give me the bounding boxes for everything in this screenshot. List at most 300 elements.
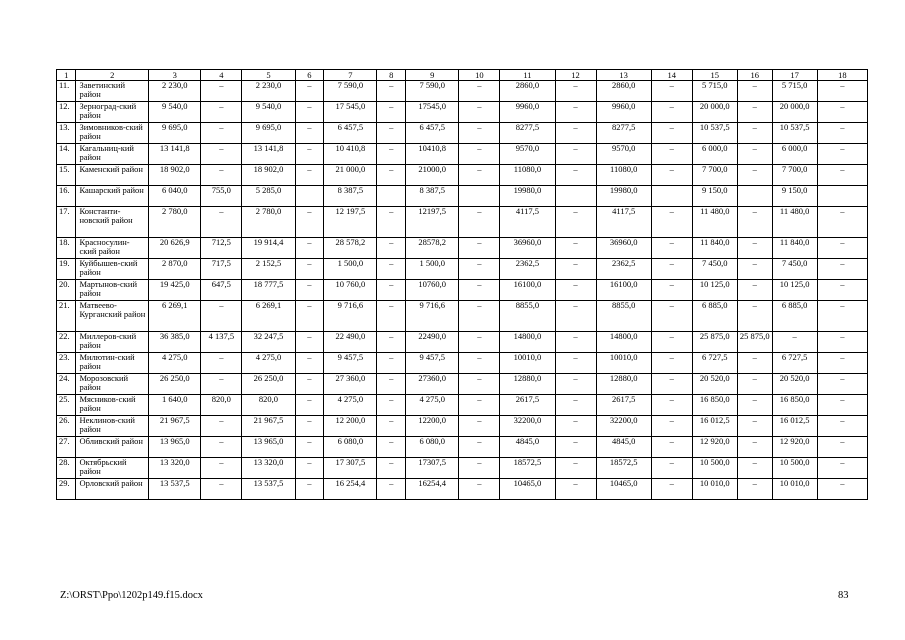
value-cell: 820,0 bbox=[242, 395, 295, 416]
value-cell: 32 247,5 bbox=[242, 332, 295, 353]
value-cell: – bbox=[295, 301, 324, 332]
value-cell: – bbox=[295, 395, 324, 416]
value-cell: – bbox=[295, 102, 324, 123]
value-cell: 6 457,5 bbox=[406, 123, 459, 144]
value-cell: – bbox=[817, 238, 867, 259]
value-cell: – bbox=[555, 123, 596, 144]
value-cell: 6 000,0 bbox=[692, 144, 737, 165]
value-cell: 12880,0 bbox=[596, 374, 651, 395]
value-cell: 10 537,5 bbox=[772, 123, 817, 144]
value-cell: – bbox=[459, 207, 500, 238]
district-name: Обливский район bbox=[76, 437, 149, 458]
district-name: Неклинов-ский район bbox=[76, 416, 149, 437]
value-cell: 7 590,0 bbox=[406, 81, 459, 102]
value-cell: – bbox=[377, 238, 406, 259]
value-cell: – bbox=[201, 165, 242, 186]
value-cell: – bbox=[201, 144, 242, 165]
value-cell: – bbox=[651, 458, 692, 479]
value-cell: 9570,0 bbox=[596, 144, 651, 165]
value-cell: – bbox=[737, 458, 772, 479]
value-cell: 36 385,0 bbox=[149, 332, 201, 353]
value-cell: – bbox=[817, 458, 867, 479]
table-row bbox=[57, 479, 868, 500]
value-cell: – bbox=[377, 437, 406, 458]
value-cell: – bbox=[201, 437, 242, 458]
value-cell: – bbox=[651, 238, 692, 259]
value-cell: – bbox=[772, 332, 817, 353]
row-number: 16. bbox=[57, 186, 76, 207]
value-cell: – bbox=[817, 259, 867, 280]
value-cell bbox=[377, 186, 406, 207]
value-cell: 12197,5 bbox=[406, 207, 459, 238]
value-cell: 9960,0 bbox=[500, 102, 555, 123]
value-cell: – bbox=[377, 102, 406, 123]
table-row bbox=[57, 186, 868, 207]
column-header: 4 bbox=[201, 70, 242, 81]
value-cell: – bbox=[295, 437, 324, 458]
value-cell: – bbox=[817, 102, 867, 123]
value-cell: 11080,0 bbox=[596, 165, 651, 186]
value-cell: 11 840,0 bbox=[772, 238, 817, 259]
column-header: 3 bbox=[149, 70, 201, 81]
value-cell: – bbox=[377, 259, 406, 280]
value-cell: – bbox=[737, 259, 772, 280]
district-name: Зимовников-ский район bbox=[76, 123, 149, 144]
value-cell: 10760,0 bbox=[406, 280, 459, 301]
value-cell: – bbox=[201, 81, 242, 102]
value-cell: 12200,0 bbox=[406, 416, 459, 437]
value-cell: – bbox=[737, 81, 772, 102]
district-name: Каменский район bbox=[76, 165, 149, 186]
value-cell: 820,0 bbox=[201, 395, 242, 416]
value-cell: – bbox=[201, 479, 242, 500]
value-cell: 12 200,0 bbox=[324, 416, 377, 437]
value-cell: 17307,5 bbox=[406, 458, 459, 479]
value-cell: – bbox=[737, 416, 772, 437]
value-cell: 2362,5 bbox=[596, 259, 651, 280]
value-cell: 5 285,0 bbox=[242, 186, 295, 207]
value-cell: 8855,0 bbox=[500, 301, 555, 332]
value-cell: 13 965,0 bbox=[149, 437, 201, 458]
value-cell: – bbox=[295, 207, 324, 238]
value-cell: 16 012,5 bbox=[772, 416, 817, 437]
value-cell: 36960,0 bbox=[596, 238, 651, 259]
value-cell: – bbox=[459, 165, 500, 186]
value-cell: – bbox=[295, 123, 324, 144]
value-cell: – bbox=[459, 238, 500, 259]
value-cell: 9 150,0 bbox=[772, 186, 817, 207]
value-cell: 25 875,0 bbox=[737, 332, 772, 353]
value-cell: 26 250,0 bbox=[149, 374, 201, 395]
value-cell: 2860,0 bbox=[500, 81, 555, 102]
value-cell: 20 626,9 bbox=[149, 238, 201, 259]
column-header: 5 bbox=[242, 70, 295, 81]
value-cell: 26 250,0 bbox=[242, 374, 295, 395]
table-row bbox=[57, 207, 868, 238]
value-cell: – bbox=[295, 238, 324, 259]
value-cell: 10 500,0 bbox=[772, 458, 817, 479]
table-row bbox=[57, 259, 868, 280]
value-cell: 11 840,0 bbox=[692, 238, 737, 259]
value-cell: – bbox=[201, 458, 242, 479]
value-cell: 5 715,0 bbox=[692, 81, 737, 102]
value-cell: 6 080,0 bbox=[324, 437, 377, 458]
district-name: Октябрьский район bbox=[76, 458, 149, 479]
value-cell: – bbox=[459, 259, 500, 280]
district-name: Зерноград-ский район bbox=[76, 102, 149, 123]
value-cell: – bbox=[459, 144, 500, 165]
value-cell: 2617,5 bbox=[500, 395, 555, 416]
column-header: 18 bbox=[817, 70, 867, 81]
value-cell: 22490,0 bbox=[406, 332, 459, 353]
value-cell: 11080,0 bbox=[500, 165, 555, 186]
value-cell: 6 080,0 bbox=[406, 437, 459, 458]
value-cell: – bbox=[651, 437, 692, 458]
column-header: 12 bbox=[555, 70, 596, 81]
value-cell: – bbox=[295, 259, 324, 280]
district-name: Матвеево-Курганский район bbox=[76, 301, 149, 332]
value-cell: 19980,0 bbox=[500, 186, 555, 207]
column-header: 9 bbox=[406, 70, 459, 81]
row-number: 23. bbox=[57, 353, 76, 374]
value-cell bbox=[737, 186, 772, 207]
value-cell: – bbox=[459, 374, 500, 395]
value-cell: 4845,0 bbox=[596, 437, 651, 458]
value-cell bbox=[295, 186, 324, 207]
value-cell: 27 360,0 bbox=[324, 374, 377, 395]
value-cell: 20 000,0 bbox=[772, 102, 817, 123]
value-cell: 9 716,6 bbox=[324, 301, 377, 332]
value-cell: – bbox=[737, 374, 772, 395]
value-cell: – bbox=[555, 259, 596, 280]
value-cell: 22 490,0 bbox=[324, 332, 377, 353]
value-cell: 20 520,0 bbox=[772, 374, 817, 395]
value-cell: – bbox=[377, 280, 406, 301]
value-cell: 9570,0 bbox=[500, 144, 555, 165]
column-header: 6 bbox=[295, 70, 324, 81]
value-cell: – bbox=[201, 374, 242, 395]
value-cell: – bbox=[737, 238, 772, 259]
value-cell: 21 000,0 bbox=[324, 165, 377, 186]
value-cell: – bbox=[295, 81, 324, 102]
table-row bbox=[57, 81, 868, 102]
value-cell: – bbox=[737, 102, 772, 123]
value-cell: – bbox=[817, 416, 867, 437]
value-cell: – bbox=[459, 123, 500, 144]
value-cell: – bbox=[651, 280, 692, 301]
value-cell: 28 578,2 bbox=[324, 238, 377, 259]
value-cell: – bbox=[817, 353, 867, 374]
value-cell: 6 269,1 bbox=[149, 301, 201, 332]
value-cell: 17 545,0 bbox=[324, 102, 377, 123]
table-row bbox=[57, 374, 868, 395]
value-cell: – bbox=[459, 301, 500, 332]
value-cell: – bbox=[377, 207, 406, 238]
value-cell: 11 480,0 bbox=[772, 207, 817, 238]
value-cell: – bbox=[555, 395, 596, 416]
column-header: 1 bbox=[57, 70, 76, 81]
district-name: Мартынов-ский район bbox=[76, 280, 149, 301]
value-cell: 13 320,0 bbox=[242, 458, 295, 479]
value-cell: 18 902,0 bbox=[149, 165, 201, 186]
value-cell: 9 150,0 bbox=[692, 186, 737, 207]
value-cell: 16 850,0 bbox=[692, 395, 737, 416]
value-cell: – bbox=[555, 416, 596, 437]
value-cell: – bbox=[817, 332, 867, 353]
value-cell: 18572,5 bbox=[596, 458, 651, 479]
value-cell: 12 920,0 bbox=[692, 437, 737, 458]
value-cell: – bbox=[201, 353, 242, 374]
value-cell: – bbox=[459, 332, 500, 353]
value-cell: 16100,0 bbox=[596, 280, 651, 301]
value-cell: – bbox=[651, 81, 692, 102]
value-cell: 10 125,0 bbox=[692, 280, 737, 301]
value-cell: 4 275,0 bbox=[149, 353, 201, 374]
value-cell: 13 141,8 bbox=[149, 144, 201, 165]
value-cell: 2 780,0 bbox=[149, 207, 201, 238]
row-number: 28. bbox=[57, 458, 76, 479]
row-number: 25. bbox=[57, 395, 76, 416]
value-cell: 4117,5 bbox=[596, 207, 651, 238]
row-number: 19. bbox=[57, 259, 76, 280]
district-name: Константи-новский район bbox=[76, 207, 149, 238]
value-cell: – bbox=[377, 144, 406, 165]
value-cell: 9 695,0 bbox=[149, 123, 201, 144]
value-cell: 2 152,5 bbox=[242, 259, 295, 280]
value-cell: 7 450,0 bbox=[692, 259, 737, 280]
table-row bbox=[57, 144, 868, 165]
row-number: 17. bbox=[57, 207, 76, 238]
table-row bbox=[57, 301, 868, 332]
value-cell: – bbox=[737, 280, 772, 301]
value-cell: 2 230,0 bbox=[149, 81, 201, 102]
value-cell: – bbox=[651, 479, 692, 500]
value-cell: 10410,8 bbox=[406, 144, 459, 165]
value-cell: 17545,0 bbox=[406, 102, 459, 123]
value-cell: – bbox=[817, 479, 867, 500]
table-row bbox=[57, 437, 868, 458]
value-cell: – bbox=[555, 301, 596, 332]
value-cell: – bbox=[651, 144, 692, 165]
value-cell: – bbox=[201, 207, 242, 238]
value-cell: 18572,5 bbox=[500, 458, 555, 479]
value-cell: – bbox=[737, 301, 772, 332]
value-cell: 8277,5 bbox=[500, 123, 555, 144]
table-row bbox=[57, 280, 868, 301]
value-cell: 7 700,0 bbox=[772, 165, 817, 186]
value-cell: 8855,0 bbox=[596, 301, 651, 332]
column-header: 14 bbox=[651, 70, 692, 81]
column-header: 15 bbox=[692, 70, 737, 81]
district-name: Красносулин-ский район bbox=[76, 238, 149, 259]
value-cell: 18 902,0 bbox=[242, 165, 295, 186]
value-cell: – bbox=[555, 458, 596, 479]
value-cell: 10 410,8 bbox=[324, 144, 377, 165]
value-cell bbox=[817, 186, 867, 207]
data-table bbox=[56, 69, 868, 500]
value-cell: 6 000,0 bbox=[772, 144, 817, 165]
value-cell: – bbox=[459, 479, 500, 500]
header-row bbox=[57, 70, 868, 81]
table-row bbox=[57, 416, 868, 437]
value-cell: – bbox=[651, 207, 692, 238]
value-cell: – bbox=[651, 165, 692, 186]
value-cell: – bbox=[651, 102, 692, 123]
value-cell: 27360,0 bbox=[406, 374, 459, 395]
value-cell: 18 777,5 bbox=[242, 280, 295, 301]
value-cell: – bbox=[817, 437, 867, 458]
row-number: 27. bbox=[57, 437, 76, 458]
value-cell: 20 520,0 bbox=[692, 374, 737, 395]
value-cell: 36960,0 bbox=[500, 238, 555, 259]
column-header: 7 bbox=[324, 70, 377, 81]
row-number: 15. bbox=[57, 165, 76, 186]
value-cell: – bbox=[295, 280, 324, 301]
value-cell: – bbox=[817, 280, 867, 301]
value-cell: – bbox=[651, 259, 692, 280]
value-cell: 2362,5 bbox=[500, 259, 555, 280]
value-cell: 21000,0 bbox=[406, 165, 459, 186]
value-cell: – bbox=[737, 479, 772, 500]
table-row bbox=[57, 395, 868, 416]
value-cell: 2 230,0 bbox=[242, 81, 295, 102]
value-cell bbox=[459, 186, 500, 207]
value-cell: – bbox=[295, 165, 324, 186]
value-cell: 20 000,0 bbox=[692, 102, 737, 123]
value-cell: 25 875,0 bbox=[692, 332, 737, 353]
value-cell: 10465,0 bbox=[500, 479, 555, 500]
value-cell: – bbox=[737, 353, 772, 374]
value-cell: 6 040,0 bbox=[149, 186, 201, 207]
value-cell: – bbox=[295, 332, 324, 353]
value-cell: 10 010,0 bbox=[692, 479, 737, 500]
value-cell: – bbox=[817, 301, 867, 332]
value-cell: 19 425,0 bbox=[149, 280, 201, 301]
value-cell: – bbox=[555, 280, 596, 301]
value-cell: – bbox=[737, 123, 772, 144]
value-cell: 1 500,0 bbox=[324, 259, 377, 280]
value-cell: 10465,0 bbox=[596, 479, 651, 500]
value-cell: 10010,0 bbox=[596, 353, 651, 374]
value-cell: – bbox=[651, 374, 692, 395]
value-cell: 2860,0 bbox=[596, 81, 651, 102]
value-cell: – bbox=[295, 144, 324, 165]
value-cell: – bbox=[377, 353, 406, 374]
district-name: Орловский район bbox=[76, 479, 149, 500]
value-cell: 9 540,0 bbox=[242, 102, 295, 123]
value-cell: 712,5 bbox=[201, 238, 242, 259]
value-cell: 1 640,0 bbox=[149, 395, 201, 416]
row-number: 21. bbox=[57, 301, 76, 332]
value-cell: – bbox=[651, 353, 692, 374]
value-cell: – bbox=[555, 479, 596, 500]
value-cell: – bbox=[555, 81, 596, 102]
value-cell: – bbox=[817, 395, 867, 416]
value-cell: 16 254,4 bbox=[324, 479, 377, 500]
value-cell: – bbox=[377, 416, 406, 437]
value-cell: 10 125,0 bbox=[772, 280, 817, 301]
value-cell: – bbox=[201, 102, 242, 123]
value-cell: – bbox=[555, 207, 596, 238]
value-cell bbox=[651, 186, 692, 207]
page-number: 83 bbox=[838, 590, 849, 601]
value-cell: – bbox=[295, 416, 324, 437]
column-header: 10 bbox=[459, 70, 500, 81]
value-cell: – bbox=[817, 374, 867, 395]
value-cell: – bbox=[555, 353, 596, 374]
value-cell: 2 780,0 bbox=[242, 207, 295, 238]
value-cell: – bbox=[201, 301, 242, 332]
value-cell: 4 137,5 bbox=[201, 332, 242, 353]
district-name: Кашарский район bbox=[76, 186, 149, 207]
value-cell: – bbox=[651, 301, 692, 332]
value-cell: – bbox=[817, 207, 867, 238]
value-cell: 16100,0 bbox=[500, 280, 555, 301]
row-number: 12. bbox=[57, 102, 76, 123]
value-cell: – bbox=[377, 81, 406, 102]
value-cell: 6 457,5 bbox=[324, 123, 377, 144]
value-cell: 647,5 bbox=[201, 280, 242, 301]
district-name: Куйбышев-ский район bbox=[76, 259, 149, 280]
district-name: Мясников-ский район bbox=[76, 395, 149, 416]
row-number: 24. bbox=[57, 374, 76, 395]
value-cell: 10010,0 bbox=[500, 353, 555, 374]
value-cell: 28578,2 bbox=[406, 238, 459, 259]
table-row bbox=[57, 238, 868, 259]
column-header: 8 bbox=[377, 70, 406, 81]
value-cell: – bbox=[817, 81, 867, 102]
value-cell: – bbox=[737, 165, 772, 186]
value-cell: – bbox=[817, 165, 867, 186]
value-cell: – bbox=[459, 280, 500, 301]
value-cell: – bbox=[201, 416, 242, 437]
value-cell: – bbox=[651, 332, 692, 353]
value-cell: – bbox=[459, 102, 500, 123]
value-cell: 19980,0 bbox=[596, 186, 651, 207]
value-cell: 8277,5 bbox=[596, 123, 651, 144]
district-name: Морозовский район bbox=[76, 374, 149, 395]
value-cell: 13 141,8 bbox=[242, 144, 295, 165]
value-cell: – bbox=[555, 437, 596, 458]
row-number: 26. bbox=[57, 416, 76, 437]
value-cell: – bbox=[737, 144, 772, 165]
column-header: 16 bbox=[737, 70, 772, 81]
value-cell: 9 457,5 bbox=[324, 353, 377, 374]
value-cell: – bbox=[737, 437, 772, 458]
value-cell: 14800,0 bbox=[596, 332, 651, 353]
value-cell: 32200,0 bbox=[500, 416, 555, 437]
value-cell: 12 920,0 bbox=[772, 437, 817, 458]
value-cell: 13 965,0 bbox=[242, 437, 295, 458]
value-cell: – bbox=[459, 395, 500, 416]
table-row bbox=[57, 123, 868, 144]
value-cell: 13 537,5 bbox=[149, 479, 201, 500]
value-cell: – bbox=[377, 395, 406, 416]
value-cell: – bbox=[377, 165, 406, 186]
row-number: 20. bbox=[57, 280, 76, 301]
value-cell: 16 012,5 bbox=[692, 416, 737, 437]
value-cell bbox=[555, 186, 596, 207]
value-cell: 9960,0 bbox=[596, 102, 651, 123]
value-cell: – bbox=[295, 374, 324, 395]
row-number: 14. bbox=[57, 144, 76, 165]
value-cell: 6 727,5 bbox=[772, 353, 817, 374]
value-cell: – bbox=[295, 353, 324, 374]
value-cell: 10 010,0 bbox=[772, 479, 817, 500]
value-cell: 2 870,0 bbox=[149, 259, 201, 280]
value-cell: – bbox=[295, 479, 324, 500]
value-cell: 717,5 bbox=[201, 259, 242, 280]
